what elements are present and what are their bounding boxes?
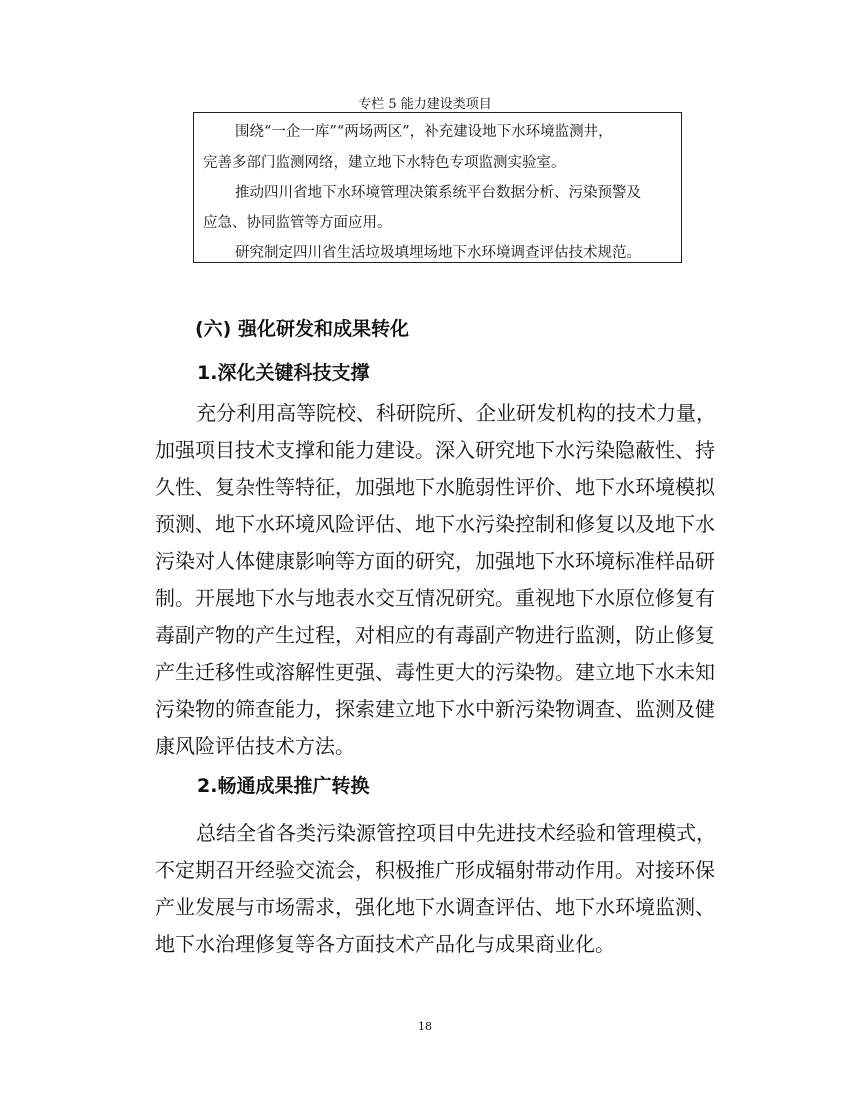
box-line: 研究制定四川省生活垃圾填埋场地下水环境调查评估技术规范。 xyxy=(235,245,641,261)
text-line: 不定期召开经验交流会，积极推广形成辐射带动作用。对接环保 xyxy=(155,858,715,882)
text-line: 总结全省各类污染源管控项目中先进技术经验和管理模式， xyxy=(196,821,716,845)
text-line: 污染物的筛查能力，探索建立地下水中新污染物调查、监测及健 xyxy=(155,697,715,721)
text-line: 预测、地下水环境风险评估、地下水污染控制和修复以及地下水 xyxy=(155,512,715,536)
subsection-heading: 2.畅通成果推广转换 xyxy=(197,775,370,797)
text-line: 毒副产物的产生过程，对相应的有毒副产物进行监测，防止修复 xyxy=(155,623,715,647)
box-line: 完善多部门监测网络，建立地下水特色专项监测实验室。 xyxy=(203,155,566,171)
box-line: 应急、协同监管等方面应用。 xyxy=(203,215,392,231)
subsection-heading: 1.深化关键科技支撑 xyxy=(197,362,370,384)
box-line: 推动四川省地下水环境管理决策系统平台数据分析、污染预警及 xyxy=(235,185,641,201)
text-line: 充分利用高等院校、科研院所、企业研发机构的技术力量， xyxy=(196,401,716,425)
box-line: 围绕“一企一库”“两场两区”，补充建设地下水环境监测井， xyxy=(235,124,613,140)
text-line: 康风险评估技术方法。 xyxy=(155,734,355,758)
section-heading: (六) 强化研发和成果转化 xyxy=(195,318,409,340)
text-line: 久性、复杂性等特征，加强地下水脆弱性评价、地下水环境模拟 xyxy=(155,475,715,499)
text-line: 制。开展地下水与地表水交互情况研究。重视地下水原位修复有 xyxy=(155,586,715,610)
project-box xyxy=(193,112,682,263)
page-number: 18 xyxy=(418,1020,432,1033)
text-line: 产业发展与市场需求，强化地下水调查评估、地下水环境监测、 xyxy=(155,895,715,919)
text-line: 加强项目技术支撑和能力建设。深入研究地下水污染隐蔽性、持 xyxy=(155,438,715,462)
text-line: 地下水治理修复等各方面技术产品化与成果商业化。 xyxy=(155,932,615,956)
text-line: 产生迁移性或溶解性更强、毒性更大的污染物。建立地下水未知 xyxy=(155,660,715,684)
box-caption: 专栏 5 能力建设类项目 xyxy=(358,97,492,112)
text-line: 污染对人体健康影响等方面的研究，加强地下水环境标准样品研 xyxy=(155,549,715,573)
